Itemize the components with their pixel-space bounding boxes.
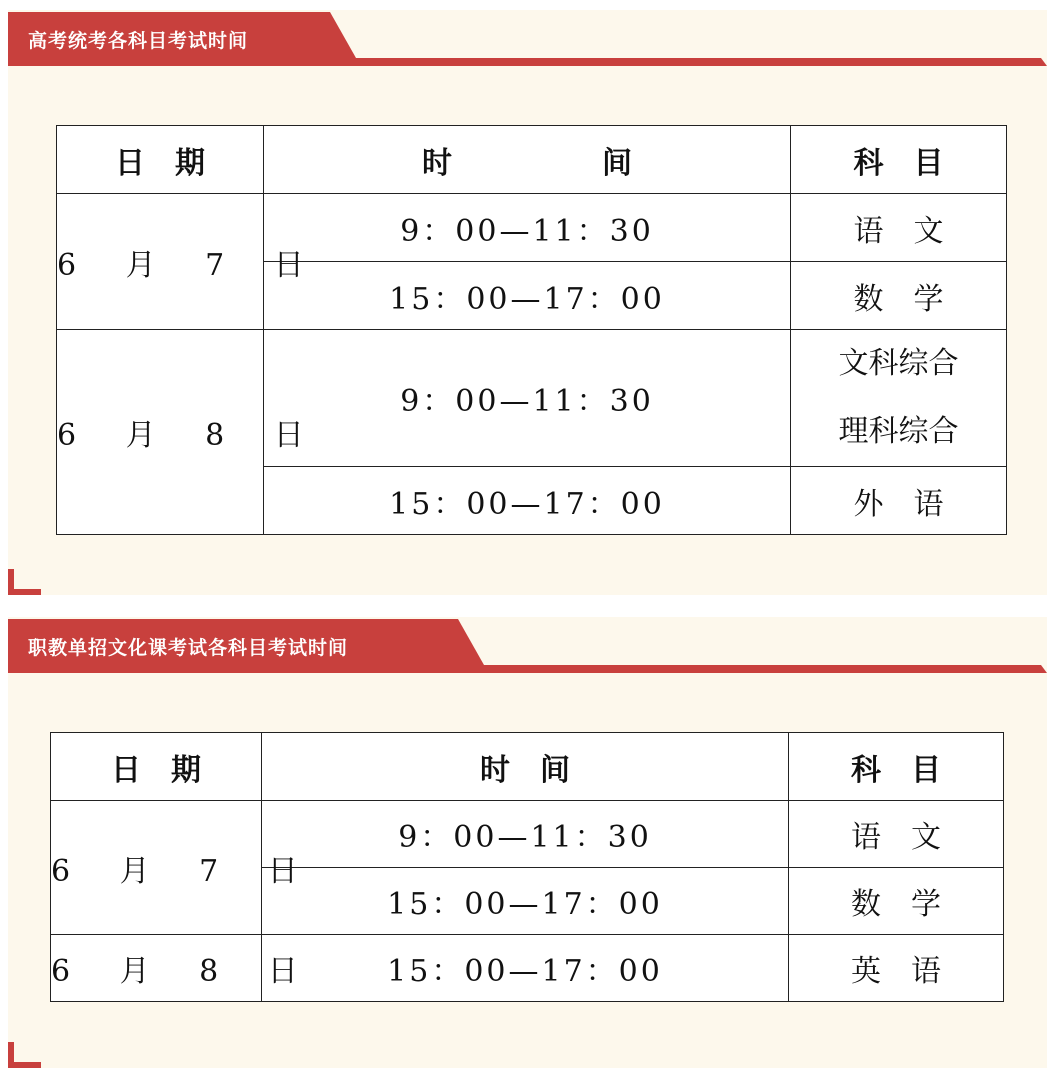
subject-cell: 语 文 xyxy=(789,801,1004,868)
subject-cell: 外 语 xyxy=(791,467,1007,535)
subject-cell xyxy=(791,330,1007,467)
time-cell: 15：00—17：00 xyxy=(264,467,791,535)
header-subject: 科 目 xyxy=(791,126,1007,194)
date-cell: 6 月 8 日 xyxy=(51,935,262,1002)
table-header-row xyxy=(57,126,1007,194)
corner-bracket-decoration xyxy=(8,1042,41,1068)
time-cell: 9：00—11：30 xyxy=(262,801,789,868)
header-date: 日 期 xyxy=(57,126,264,194)
date-cell: 6 月 8 日 xyxy=(57,330,264,535)
vocational-schedule-table xyxy=(50,732,1004,1002)
subject-cell: 数 学 xyxy=(789,868,1004,935)
vocational-section xyxy=(8,617,1047,1068)
subject-science: 理科综合 xyxy=(838,414,959,449)
table-row xyxy=(57,194,1007,262)
subject-cell: 数 学 xyxy=(791,262,1007,330)
date-cell: 6 月 7 日 xyxy=(51,801,262,935)
section-header xyxy=(8,10,1047,66)
table-row xyxy=(51,801,1004,868)
gaokao-schedule-table xyxy=(56,125,1007,535)
table-header-row xyxy=(51,733,1004,801)
date-cell: 6 月 7 日 xyxy=(57,194,264,330)
subject-cell: 英 语 xyxy=(789,935,1004,1002)
subject-cell: 语 文 xyxy=(791,194,1007,262)
time-cell: 9：00—11：30 xyxy=(264,330,791,467)
header-date: 日 期 xyxy=(51,733,262,801)
header-time: 时 间 xyxy=(264,126,791,194)
section-header xyxy=(8,617,1047,673)
table-row xyxy=(51,935,1004,1002)
gaokao-section xyxy=(8,10,1047,595)
section-title: 高考统考各科目考试时间 xyxy=(28,30,249,52)
section-title: 职教单招文化课考试各科目考试时间 xyxy=(28,637,349,659)
table-row xyxy=(57,330,1007,467)
header-subject: 科 目 xyxy=(789,733,1004,801)
corner-bracket-decoration xyxy=(8,569,41,595)
time-cell: 15：00—17：00 xyxy=(264,262,791,330)
time-cell: 9：00—11：30 xyxy=(264,194,791,262)
time-cell: 15：00—17：00 xyxy=(262,868,789,935)
time-cell: 15：00—17：00 xyxy=(262,935,789,1002)
subject-liberal-arts: 文科综合 xyxy=(838,346,959,381)
header-time: 时 间 xyxy=(262,733,789,801)
